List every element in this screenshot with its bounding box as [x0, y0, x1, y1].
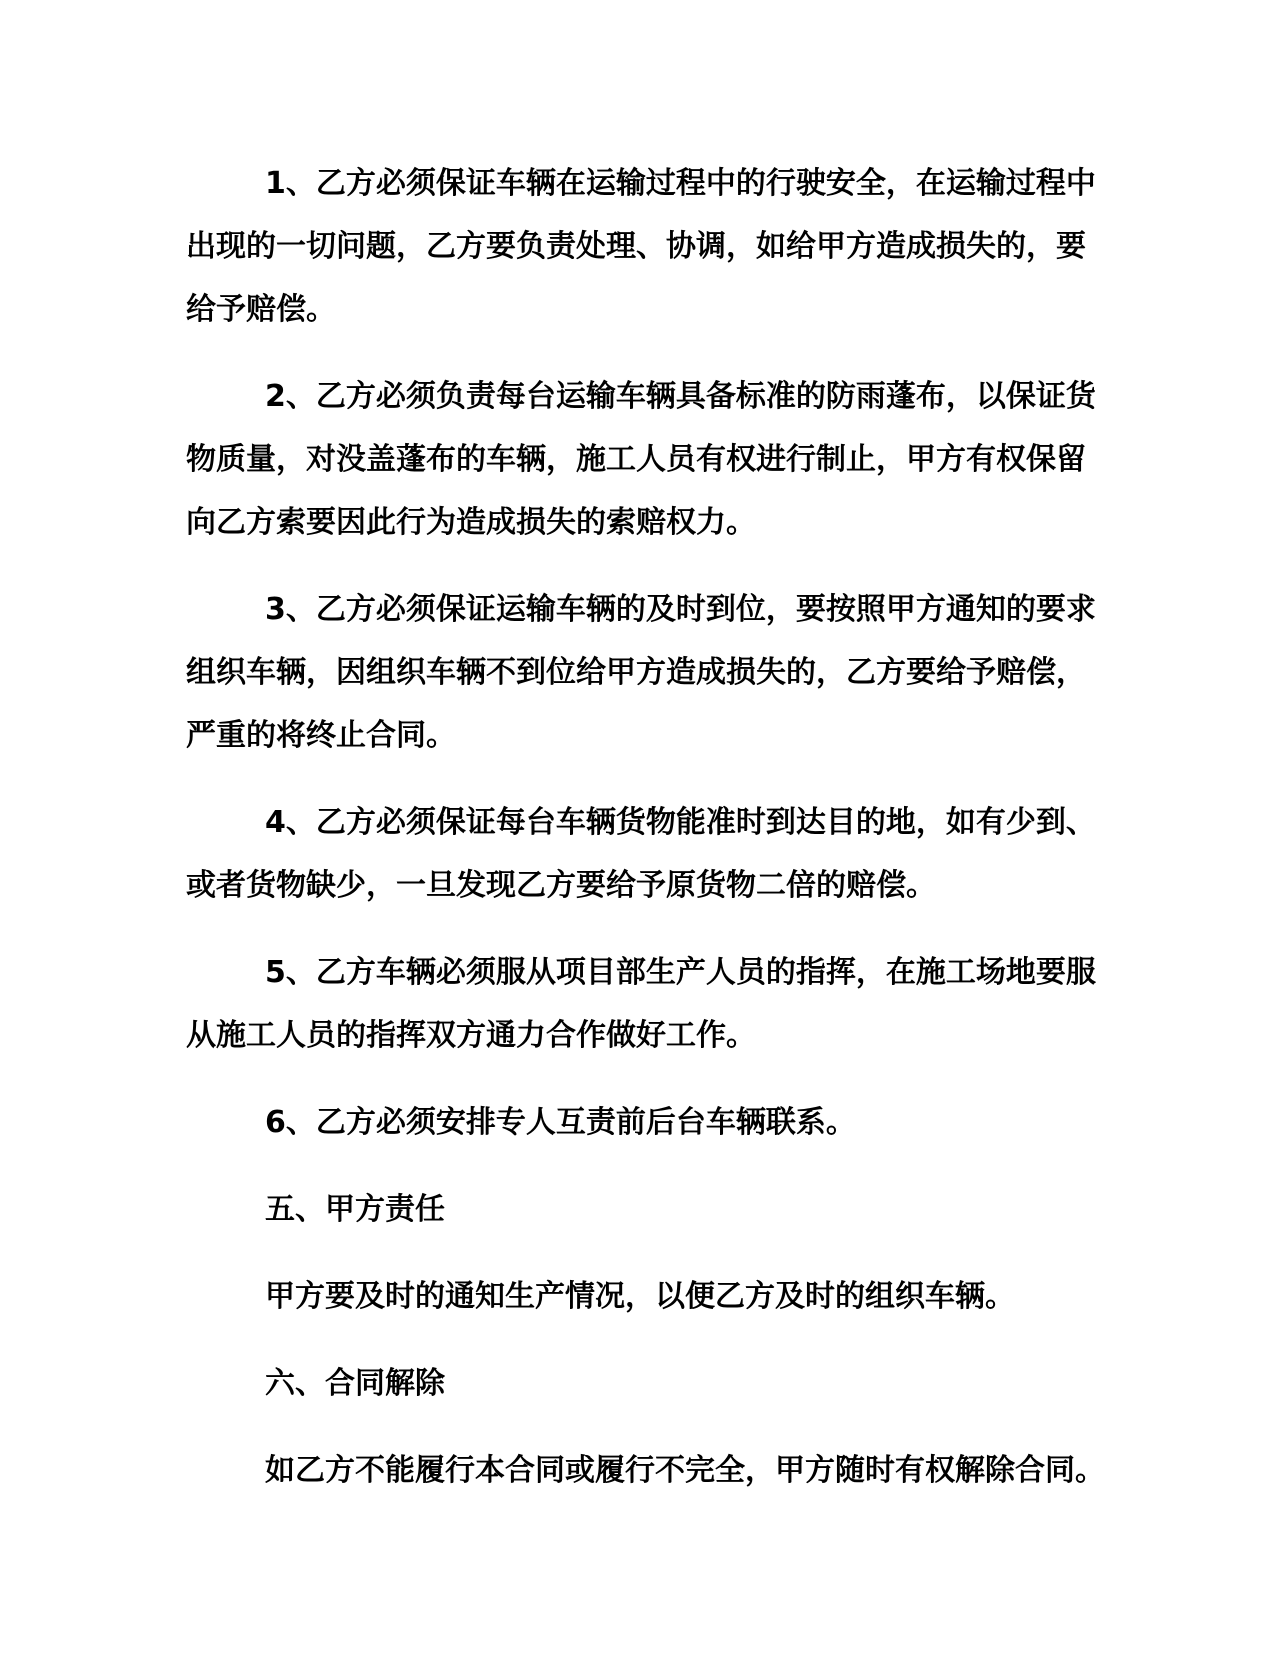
text-line: 如乙方不能履行本合同或履行不完全，甲方随时有权解除合同。: [265, 1453, 1105, 1488]
clause-paragraph: [186, 1439, 1105, 1502]
clause-paragraph: [186, 365, 1096, 554]
text-line: 或者货物缺少，一旦发现乙方要给予原货物二倍的赔偿。: [186, 868, 936, 903]
clause-paragraph: [186, 941, 1096, 1067]
text-line: 组织车辆，因组织车辆不到位给甲方造成损失的，乙方要给予赔偿，: [186, 655, 1086, 690]
contract-body: [186, 152, 1105, 1502]
section-heading: [186, 1352, 1096, 1415]
clause-paragraph: [186, 1265, 1096, 1328]
text-line: 3、乙方必须保证运输车辆的及时到位，要按照甲方通知的要求: [265, 592, 1096, 627]
text-line: 给予赔偿。: [186, 292, 336, 327]
text-line: 甲方要及时的通知生产情况，以便乙方及时的组织车辆。: [265, 1279, 1015, 1314]
text-line: 六、合同解除: [265, 1366, 445, 1401]
clause-paragraph: [186, 152, 1096, 341]
text-line: 严重的将终止合同。: [186, 718, 456, 753]
text-line: 6、乙方必须安排专人互责前后台车辆联系。: [265, 1105, 856, 1140]
text-line: 2、乙方必须负责每台运输车辆具备标准的防雨蓬布，以保证货: [265, 379, 1096, 414]
text-line: 1、乙方必须保证车辆在运输过程中的行驶安全，在运输过程中: [265, 166, 1096, 201]
text-line: 五、甲方责任: [265, 1192, 445, 1227]
clause-paragraph: [186, 791, 1096, 917]
text-line: 5、乙方车辆必须服从项目部生产人员的指挥，在施工场地要服: [265, 955, 1096, 990]
text-line: 物质量，对没盖蓬布的车辆，施工人员有权进行制止，甲方有权保留: [186, 442, 1086, 477]
text-line: 出现的一切问题，乙方要负责处理、协调，如给甲方造成损失的，要: [186, 229, 1086, 264]
clause-paragraph: [186, 578, 1096, 767]
text-line: 向乙方索要因此行为造成损失的索赔权力。: [186, 505, 756, 540]
text-line: 从施工人员的指挥双方通力合作做好工作。: [186, 1018, 756, 1053]
text-line: 4、乙方必须保证每台车辆货物能准时到达目的地，如有少到、: [265, 805, 1096, 840]
clause-paragraph: [186, 1091, 1096, 1154]
section-heading: [186, 1178, 1096, 1241]
